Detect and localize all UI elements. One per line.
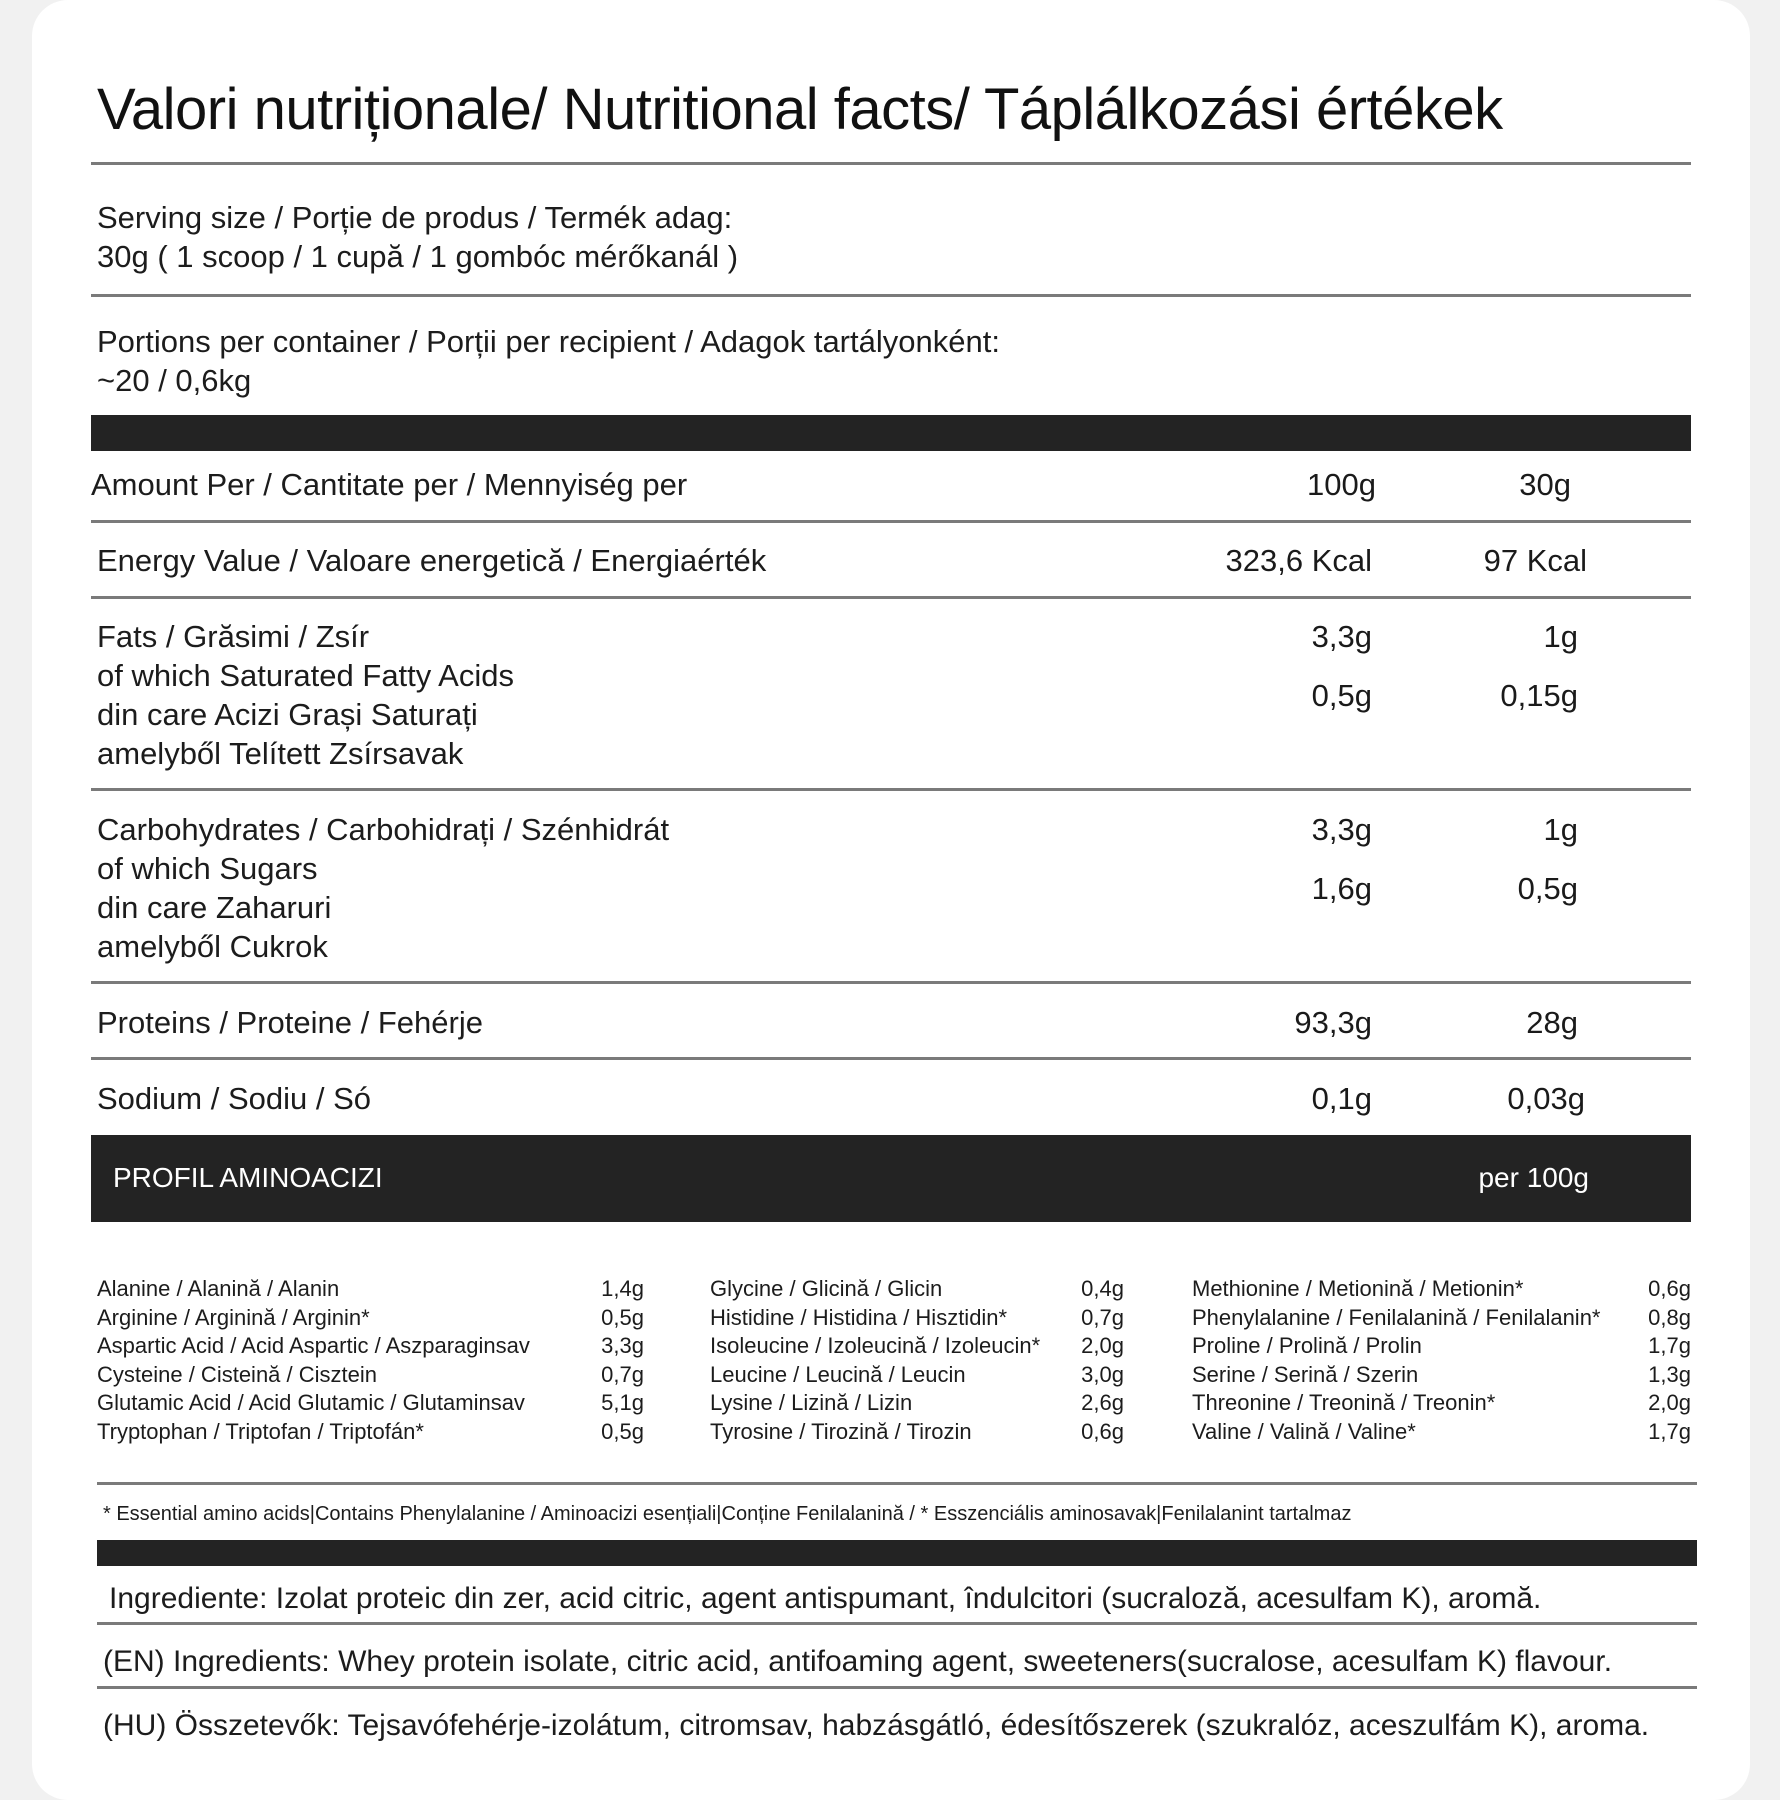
amino-name: Leucine / Leucină / Leucin: [710, 1361, 966, 1387]
proteins-label: Proteins / Proteine / Fehérje: [97, 1005, 483, 1040]
serving-size-value: 30g ( 1 scoop / 1 cupă / 1 gombóc mérőkanál ): [97, 239, 739, 274]
amino-value: 0,6g: [1648, 1276, 1691, 1301]
energy-value-30g: 97 Kcal: [1483, 543, 1587, 578]
amino-value: 1,7g: [1648, 1418, 1691, 1444]
amino-value: 3,3g: [601, 1333, 644, 1359]
amino-name: Proline / Prolină / Prolin: [1192, 1333, 1422, 1359]
amino-name: Lysine / Lizină / Lizin: [710, 1390, 913, 1416]
divider: [91, 788, 1691, 791]
divider: [91, 1057, 1691, 1060]
sodium-value-30g: 0,03g: [1507, 1081, 1585, 1116]
amino-column-3-names: [1192, 1275, 1601, 1447]
divider: [97, 1686, 1697, 1689]
amino-value: 1,3g: [1648, 1361, 1691, 1387]
carbs-label: Carbohydrates / Carbohidrați / Szénhidrát: [97, 812, 670, 847]
amino-name: Cysteine / Cisteină / Cisztein: [97, 1361, 377, 1387]
amino-name: Tryptophan / Triptofan / Triptofán*: [97, 1418, 424, 1444]
divider: [91, 981, 1691, 984]
amino-name: Glycine / Glicină / Glicin: [710, 1276, 943, 1301]
amino-column-1-values: [560, 1275, 644, 1447]
fats-value-30g: 1g: [1543, 619, 1578, 654]
amino-profile-per: per 100g: [1478, 1162, 1589, 1193]
fats-sub-hu: amelyből Telített Zsírsavak: [97, 736, 464, 771]
saturated-value-30g: 0,15g: [1500, 678, 1578, 713]
divider: [91, 162, 1691, 165]
amino-name: Alanine / Alanină / Alanin: [97, 1276, 340, 1301]
amino-name: Arginine / Arginină / Arginin*: [97, 1304, 370, 1330]
section-bar: [97, 1540, 1697, 1566]
ingredients-ro: Ingrediente: Izolat proteic din zer, acid citric, agent antispumant, îndulcitori (sucraloză, acesulfam K), aromă.: [109, 1582, 1542, 1615]
page-title: Valori nutriționale/ Nutritional facts/ Táplálkozási értékek: [97, 77, 1503, 142]
proteins-value-100g: 93,3g: [1294, 1005, 1372, 1040]
section-bar: [91, 415, 1691, 451]
amino-name: Glutamic Acid / Acid Glutamic / Glutaminsav: [97, 1390, 525, 1416]
amino-value: 0,8g: [1648, 1304, 1691, 1330]
amino-name: Valine / Valină / Valine*: [1192, 1418, 1416, 1444]
portions-label: Portions per container / Porții per recipient / Adagok tartályonként:: [97, 324, 1000, 359]
carbs-value-30g: 1g: [1543, 812, 1578, 847]
amino-name: Histidine / Histidina / Hisztidin*: [710, 1304, 1008, 1330]
amino-name: Serine / Serină / Szerin: [1192, 1361, 1419, 1387]
amount-per-label: Amount Per / Cantitate per / Mennyiség per: [91, 467, 688, 502]
portions-value: ~20 / 0,6kg: [97, 363, 252, 398]
divider: [97, 1622, 1697, 1625]
ingredients-en: (EN) Ingredients: Whey protein isolate, citric acid, antifoaming agent, sweeteners(sucralose, acesulfam K) flavour.: [103, 1645, 1613, 1678]
column-header-100g: 100g: [1307, 467, 1376, 502]
sugars-value-30g: 0,5g: [1517, 871, 1578, 906]
divider: [91, 596, 1691, 599]
amino-value: 0,7g: [1081, 1304, 1124, 1330]
amino-column-2-values: [1040, 1275, 1124, 1447]
saturated-value-100g: 0,5g: [1311, 678, 1372, 713]
amino-value: 0,6g: [1081, 1418, 1124, 1444]
divider: [91, 294, 1691, 297]
amino-value: 2,0g: [1648, 1390, 1691, 1416]
amino-name: Threonine / Treonină / Treonin*: [1192, 1390, 1496, 1416]
ingredients-hu: (HU) Összetevők: Tejsavófehérje-izolátum, citromsav, habzásgátló, édesítőszerek (szukralóz, aceszulfám K), aroma.: [103, 1709, 1650, 1742]
amino-value: 1,7g: [1648, 1333, 1691, 1359]
amino-value: 3,0g: [1081, 1361, 1124, 1387]
amino-value: 2,0g: [1081, 1333, 1124, 1359]
amino-value: 2,6g: [1081, 1390, 1124, 1416]
amino-column-2-names: [710, 1275, 1040, 1447]
amino-value: 5,1g: [601, 1390, 644, 1416]
divider: [91, 520, 1691, 523]
fats-sub-ro: din care Acizi Grași Saturați: [97, 697, 478, 732]
amino-name: Tyrosine / Tirozină / Tirozin: [710, 1418, 972, 1444]
amino-value: 0,5g: [601, 1304, 644, 1330]
divider: [97, 1482, 1697, 1485]
amino-name: Isoleucine / Izoleucină / Izoleucin*: [710, 1333, 1041, 1359]
amino-value: 1,4g: [601, 1276, 644, 1301]
essential-amino-footnote: * Essential amino acids|Contains Phenylalanine / Aminoacizi esențiali|Conține Fenilalanină / * Esszenciális aminosavak|Fenilalanint tartalmaz: [103, 1503, 1352, 1525]
amino-column-1-names: [97, 1275, 530, 1447]
carbs-value-100g: 3,3g: [1311, 812, 1372, 847]
carbs-sub-en: of which Sugars: [97, 851, 318, 886]
fats-sub-en: of which Saturated Fatty Acids: [97, 658, 514, 693]
fats-label: Fats / Grăsimi / Zsír: [97, 619, 370, 654]
column-header-30g: 30g: [1519, 467, 1571, 502]
sugars-value-100g: 1,6g: [1311, 871, 1372, 906]
amino-name: Phenylalanine / Fenilalanină / Fenilalanin*: [1192, 1304, 1601, 1330]
amino-column-3-values: [1605, 1275, 1691, 1447]
fats-value-100g: 3,3g: [1311, 619, 1372, 654]
sodium-label: Sodium / Sodiu / Só: [97, 1081, 371, 1116]
amino-name: Aspartic Acid / Acid Aspartic / Aszparaginsav: [97, 1333, 530, 1359]
amino-value: 0,4g: [1081, 1276, 1124, 1301]
serving-size-label: Serving size / Porție de produs / Termék adag:: [97, 200, 733, 235]
carbs-sub-ro: din care Zaharuri: [97, 890, 332, 925]
carbs-sub-hu: amelyből Cukrok: [97, 929, 328, 964]
amino-profile-title: PROFIL AMINOACIZI: [113, 1162, 383, 1193]
amino-value: 0,7g: [601, 1361, 644, 1387]
energy-label: Energy Value / Valoare energetică / Energiaérték: [97, 543, 767, 578]
energy-value-100g: 323,6 Kcal: [1225, 543, 1372, 578]
amino-value: 0,5g: [601, 1418, 644, 1444]
proteins-value-30g: 28g: [1526, 1005, 1578, 1040]
amino-name: Methionine / Metionină / Metionin*: [1192, 1276, 1524, 1301]
sodium-value-100g: 0,1g: [1311, 1081, 1372, 1116]
